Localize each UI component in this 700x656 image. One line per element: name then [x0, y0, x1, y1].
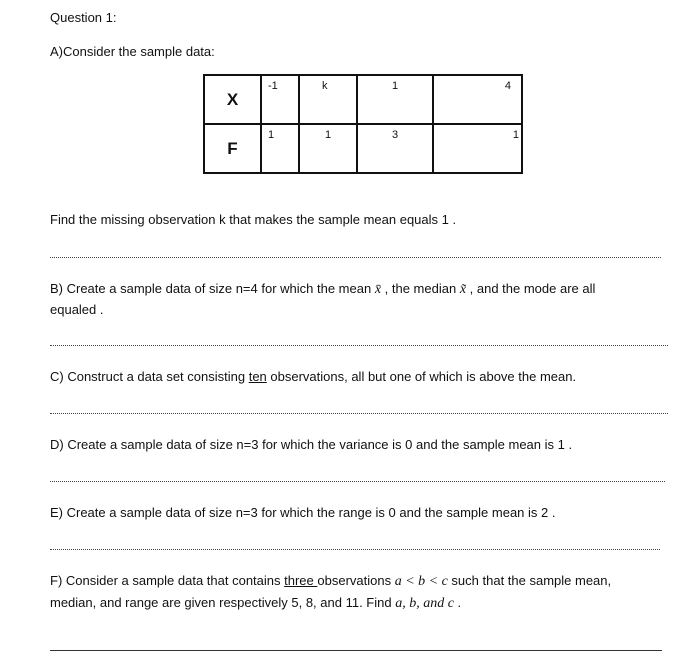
part-a-prompt: Find the missing observation k that makes the sample mean equals 1 . — [50, 212, 457, 227]
sample-data-table — [203, 74, 523, 174]
table-cell: 1 — [299, 124, 357, 173]
table-cell: 1 — [357, 75, 433, 124]
table-cell: 1 — [261, 124, 299, 173]
row-header-f: F — [204, 124, 261, 173]
part-c-text: C) Construct a data set consisting ten observations, all but one of which is above the mean. — [50, 369, 577, 384]
table-cell: 4 — [433, 75, 522, 124]
underlined-three: three — [284, 573, 318, 588]
inequality-expression: a < b < c — [394, 574, 448, 589]
part-d-text: D) Create a sample data of size n=3 for which the variance is 0 and the sample mean is 1 . — [50, 437, 573, 452]
table-cell: -1 — [261, 75, 299, 124]
answer-line-c — [50, 413, 668, 414]
answer-line-a — [50, 257, 661, 258]
median-symbol: x̃ — [459, 282, 467, 297]
part-a-intro: A)Consider the sample data: — [50, 44, 215, 59]
part-b-line-1: B) Create a sample data of size n=4 for which the mean x̄ , the median x̃ , and the mode are all — [50, 281, 596, 297]
part-f-line-2: median, and range are given respectively 5, 8, and 11. Find a, b, and c . — [50, 595, 462, 611]
underlined-ten: ten — [248, 369, 267, 384]
question-title: Question 1: — [50, 10, 117, 25]
answer-line-d — [50, 481, 665, 482]
table-cell: 3 — [357, 124, 433, 173]
table-row-f — [204, 124, 522, 173]
row-header-x: X — [204, 75, 261, 124]
answer-line-f — [50, 650, 662, 651]
answer-line-e — [50, 549, 660, 550]
table-cell: 1 — [433, 124, 522, 173]
find-variables: a, b, and c — [395, 596, 454, 611]
answer-line-b — [50, 345, 668, 346]
table-cell: k — [299, 75, 357, 124]
table-row-x — [204, 75, 522, 124]
part-b-line-2: equaled . — [50, 302, 104, 317]
mean-symbol: x̄ — [374, 282, 382, 297]
part-e-text: E) Create a sample data of size n=3 for which the range is 0 and the sample mean is 2 . — [50, 505, 556, 520]
part-f-line-1: F) Consider a sample data that contains three observations a < b < c such that the sample mean, — [50, 573, 612, 589]
